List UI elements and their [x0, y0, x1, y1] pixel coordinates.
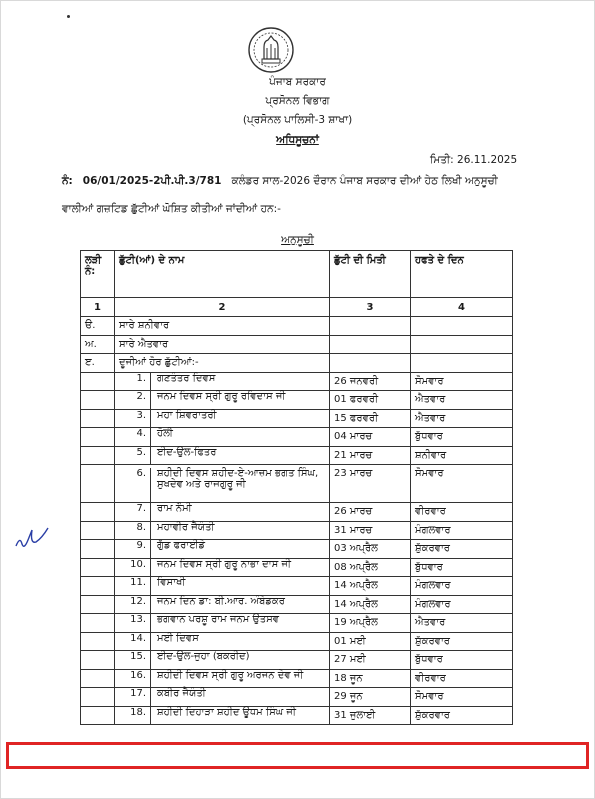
holiday-name: ਈਦ-ਉਲ-ਜੁਹਾ (ਬਕਰੀਦ) — [157, 651, 250, 662]
holiday-name: ਮਹਾਵੀਰ ਜੈਯੰਤੀ — [157, 521, 215, 533]
holiday-name-cell — [115, 651, 330, 670]
empty-cell — [411, 354, 513, 373]
empty-serial-cell — [81, 614, 115, 633]
table-row — [81, 391, 513, 410]
empty-serial-cell — [81, 409, 115, 428]
holiday-cell-split — [119, 503, 325, 521]
empty-serial-cell — [81, 428, 115, 447]
empty-serial-cell — [81, 521, 115, 540]
holiday-date: 08 ਅਪ੍ਰੈਲ — [330, 558, 411, 577]
holiday-table — [80, 250, 513, 725]
holiday-name: ਹੋਲੀ — [157, 428, 173, 439]
holiday-name-cell — [115, 409, 330, 428]
holiday-date: 31 ਮਾਰਚ — [330, 521, 411, 540]
schedule-title-wrap — [0, 234, 595, 247]
holiday-number: 18. — [119, 707, 151, 725]
signature-mark — [12, 518, 52, 554]
holiday-weekday: ਸੋਮਵਾਰ — [411, 688, 513, 707]
holiday-name-cell — [115, 391, 330, 410]
table-row — [81, 651, 513, 670]
holiday-cell-split — [119, 447, 325, 465]
holiday-number: 7. — [119, 503, 151, 521]
holiday-name: ਮਹਾ ਸ਼ਿਵਰਾਤਰੀ — [157, 409, 217, 421]
holiday-cell-split — [119, 651, 325, 669]
holiday-date: 29 ਜੂਨ — [330, 688, 411, 707]
holiday-name: ਜਨਮ ਦਿਵਸ ਸ੍ਰੀ ਗੁਰੂ ਨਾਭਾ ਦਾਸ ਜੀ — [157, 558, 292, 570]
table-row — [81, 465, 513, 503]
empty-serial-cell — [81, 446, 115, 465]
notice-line-1-text: ਕਲੰਡਰ ਸਾਲ-2026 ਦੌਰਾਨ ਪੰਜਾਬ ਸਰਕਾਰ ਦੀਆਂ ਹੇਠ ਲਿਖੀ ਅਨੁਸੂਚੀ — [231, 175, 498, 187]
holiday-name-cell — [115, 503, 330, 522]
holiday-name-cell — [115, 632, 330, 651]
holiday-name: ਮਈ ਦਿਵਸ — [157, 632, 199, 644]
section-name: ਦੂਜੀਆਂ ਹੋਰ ਛੁੱਟੀਆਂ:- — [115, 354, 330, 373]
table-row — [81, 558, 513, 577]
section-label: ੲ. — [81, 354, 115, 373]
holiday-date: 26 ਮਾਰਚ — [330, 503, 411, 522]
col-number: 4 — [411, 298, 513, 317]
holiday-cell-split — [119, 596, 325, 614]
holiday-weekday: ਸ਼ੁੱਕਰਵਾਰ — [411, 632, 513, 651]
empty-serial-cell — [81, 503, 115, 522]
section-name: ਸਾਰੇ ਸ਼ਨੀਵਾਰ — [115, 317, 330, 336]
holiday-name: ਈਦ-ਉਲ-ਫਿਤਰ — [157, 446, 217, 458]
holiday-number: 16. — [119, 670, 151, 688]
header-line-1: ਪੰਜਾਬ ਸਰਕਾਰ — [269, 76, 326, 88]
header-line-3: (ਪ੍ਰਸੋਨਲ ਪਾਲਿਸੀ-3 ਸ਼ਾਖਾ) — [242, 114, 353, 126]
holiday-cell-split — [119, 410, 325, 428]
holiday-date: 31 ਜੁਲਾਈ — [330, 706, 411, 725]
holiday-name-cell — [115, 446, 330, 465]
holiday-weekday: ਬੁੱਧਵਾਰ — [411, 558, 513, 577]
empty-serial-cell — [81, 595, 115, 614]
notification-title: ਅਧਿਸੂਚਨਾਂ — [276, 134, 319, 146]
holiday-name: ਸ਼ਹੀਦੀ ਦਿਵਸ ਸ਼ਹੀਦ-ਏ-ਆਜ਼ਮ ਭਗਤ ਸਿੰਘ, ਸੁਖਦੇਵ ਅਤੇ ਰਾਜਗੁਰੂ ਜੀ — [157, 468, 319, 490]
table-row — [81, 409, 513, 428]
header-holiday-date: ਛੁੱਟੀ ਦੀ ਮਿਤੀ — [330, 251, 411, 298]
holiday-weekday: ਸ਼ਨੀਵਾਰ — [411, 446, 513, 465]
section-label: ਅ. — [81, 335, 115, 354]
holiday-cell-split — [119, 688, 325, 706]
holiday-name-cell — [115, 558, 330, 577]
holiday-rows — [81, 372, 513, 725]
column-number-row — [81, 298, 513, 317]
holiday-weekday: ਬੁੱਧਵਾਰ — [411, 428, 513, 447]
holiday-name: ਸ਼ਹੀਦੀ ਦਿਵਸ ਸ੍ਰੀ ਗੁਰੂ ਅਰਜਨ ਦੇਵ ਜੀ — [157, 669, 304, 681]
empty-serial-cell — [81, 372, 115, 391]
holiday-number: 10. — [119, 559, 151, 577]
holiday-name: ਸ਼ਹੀਦੀ ਦਿਹਾੜਾ ਸ਼ਹੀਦ ਊਧਮ ਸਿੰਘ ਜੀ — [157, 706, 296, 718]
holiday-weekday: ਵੀਰਵਾਰ — [411, 669, 513, 688]
holiday-date: 15 ਫਰਵਰੀ — [330, 409, 411, 428]
holiday-name: ਭਗਵਾਨ ਪਰਸ਼ੂ ਰਾਮ ਜਨਮ ਉਤਸਵ — [157, 614, 280, 625]
holiday-weekday: ਸੋਮਵਾਰ — [411, 372, 513, 391]
holiday-name-cell — [115, 372, 330, 391]
header-serial: ਲੜੀ ਨੰ: — [81, 251, 115, 298]
section-row — [81, 317, 513, 336]
title-wrap — [0, 134, 595, 147]
section-row — [81, 335, 513, 354]
table-row — [81, 577, 513, 596]
empty-serial-cell — [81, 669, 115, 688]
empty-serial-cell — [81, 558, 115, 577]
table-row — [81, 521, 513, 540]
empty-cell — [330, 317, 411, 336]
empty-cell — [411, 317, 513, 336]
empty-cell — [330, 335, 411, 354]
holiday-name: ਜਨਮ ਦਿਵਸ ਸ੍ਰੀ ਗੁਰੂ ਰਵਿਦਾਸ ਜੀ — [157, 391, 286, 402]
holiday-number: 4. — [119, 428, 151, 446]
holiday-cell-split — [119, 428, 325, 446]
col-number: 2 — [115, 298, 330, 317]
holiday-cell-split — [119, 468, 325, 502]
emblem-icon — [247, 26, 295, 74]
holiday-name-cell — [115, 688, 330, 707]
holiday-number: 12. — [119, 596, 151, 614]
holiday-weekday: ਮੰਗਲਵਾਰ — [411, 521, 513, 540]
empty-serial-cell — [81, 651, 115, 670]
table-row — [81, 540, 513, 559]
holiday-weekday: ਮੰਗਲਵਾਰ — [411, 595, 513, 614]
holiday-number: 14. — [119, 633, 151, 651]
holiday-date: 01 ਮਈ — [330, 632, 411, 651]
holiday-number: 3. — [119, 410, 151, 428]
holiday-cell-split — [119, 391, 325, 409]
holiday-date: 27 ਮਈ — [330, 651, 411, 670]
holiday-name: ਜਨਮ ਦਿਨ ਡਾ: ਬੀ.ਆਰ. ਅੰਬੇਡਕਰ — [157, 595, 285, 607]
section-row — [81, 354, 513, 373]
empty-serial-cell — [81, 391, 115, 410]
holiday-name: ਗਣਤੰਤਰ ਦਿਵਸ — [157, 372, 216, 384]
holiday-date: 23 ਮਾਰਚ — [330, 465, 411, 503]
col-number: 3 — [330, 298, 411, 317]
empty-serial-cell — [81, 632, 115, 651]
schedule-title: ਅਨੁਸੂਚੀ — [281, 234, 314, 246]
table-row — [81, 614, 513, 633]
section-label: ੳ. — [81, 317, 115, 336]
holiday-number: 8. — [119, 522, 151, 540]
holiday-weekday: ਐਤਵਾਰ — [411, 614, 513, 633]
holiday-name-cell — [115, 540, 330, 559]
holiday-number: 1. — [119, 373, 151, 391]
holiday-number: 17. — [119, 688, 151, 706]
holiday-date: 04 ਮਾਰਚ — [330, 428, 411, 447]
table-row — [81, 372, 513, 391]
notice-prefix: ਨੰ: — [62, 175, 73, 187]
holiday-cell-split — [119, 577, 325, 595]
empty-serial-cell — [81, 688, 115, 707]
holiday-cell-split — [119, 670, 325, 688]
holiday-date: 01 ਫਰਵਰੀ — [330, 391, 411, 410]
table-row — [81, 595, 513, 614]
holiday-date: 14 ਅਪ੍ਰੈਲ — [330, 577, 411, 596]
header-weekday: ਹਫਤੇ ਦੇ ਦਿਨ — [411, 251, 513, 298]
holiday-name-cell — [115, 428, 330, 447]
holiday-cell-split — [119, 559, 325, 577]
holiday-number: 13. — [119, 614, 151, 632]
holiday-weekday: ਮੰਗਲਵਾਰ — [411, 577, 513, 596]
holiday-date: 18 ਜੂਨ — [330, 669, 411, 688]
highlight-box — [6, 742, 589, 769]
holiday-weekday: ਸੋਮਵਾਰ — [411, 465, 513, 503]
holiday-name-cell — [115, 595, 330, 614]
table-row — [81, 706, 513, 725]
holiday-number: 2. — [119, 391, 151, 409]
table-row — [81, 503, 513, 522]
holiday-cell-split — [119, 633, 325, 651]
table-row — [81, 446, 513, 465]
holiday-number: 15. — [119, 651, 151, 669]
table-header-row — [81, 251, 513, 298]
holiday-name: ਗੁੱਡ ਫਰਾਈਡੇ — [157, 540, 206, 551]
holiday-name: ਕਬੀਰ ਜੈਯੰਤੀ — [157, 688, 206, 699]
holiday-name-cell — [115, 706, 330, 725]
holiday-weekday: ਸ਼ੁੱਕਰਵਾਰ — [411, 706, 513, 725]
header-holiday-name: ਛੁੱਟੀ(ਆਂ) ਦੇ ਨਾਮ — [115, 251, 330, 298]
holiday-name-cell — [115, 669, 330, 688]
holiday-number: 9. — [119, 540, 151, 558]
notice-line-1 — [62, 175, 498, 188]
holiday-weekday: ਬੁੱਧਵਾਰ — [411, 651, 513, 670]
empty-serial-cell — [81, 540, 115, 559]
notice-line-2: ਵਾਲੀਆਂ ਗਜ਼ਟਿਡ ਛੁੱਟੀਆਂ ਘੋਸ਼ਿਤ ਕੀਤੀਆਂ ਜਾਂਦੀਆਂ ਹਨ:- — [62, 203, 281, 215]
holiday-date: 03 ਅਪ੍ਰੈਲ — [330, 540, 411, 559]
holiday-date: 26 ਜਨਵਰੀ — [330, 372, 411, 391]
header-line-2: ਪ੍ਰਸੋਨਲ ਵਿਭਾਗ — [265, 95, 330, 107]
holiday-name: ਵਿਸਾਖੀ — [157, 577, 186, 588]
empty-serial-cell — [81, 706, 115, 725]
holiday-weekday: ਐਤਵਾਰ — [411, 391, 513, 410]
notice-number: 06/01/2025-2ਪੀ.ਪੀ.3/781 — [82, 175, 222, 187]
empty-serial-cell — [81, 465, 115, 503]
holiday-number: 6. — [119, 468, 151, 502]
holiday-number: 11. — [119, 577, 151, 595]
table-row — [81, 428, 513, 447]
holiday-cell-split — [119, 540, 325, 558]
holiday-name-cell — [115, 521, 330, 540]
section-name: ਸਾਰੇ ਐਤਵਾਰ — [115, 335, 330, 354]
holiday-weekday: ਐਤਵਾਰ — [411, 409, 513, 428]
col-number: 1 — [81, 298, 115, 317]
holiday-cell-split — [119, 373, 325, 391]
holiday-name-cell — [115, 465, 330, 503]
holiday-number: 5. — [119, 447, 151, 465]
holiday-name: ਰਾਮ ਨੌਮੀ — [157, 503, 192, 514]
empty-cell — [411, 335, 513, 354]
holiday-cell-split — [119, 522, 325, 540]
holiday-cell-split — [119, 707, 325, 725]
holiday-name-cell — [115, 614, 330, 633]
holiday-weekday: ਵੀਰਵਾਰ — [411, 503, 513, 522]
holiday-date: 14 ਅਪ੍ਰੈਲ — [330, 595, 411, 614]
holiday-name-cell — [115, 577, 330, 596]
table-row — [81, 688, 513, 707]
notice-date: ਮਿਤੀ: 26.11.2025 — [430, 154, 518, 166]
table-row — [81, 669, 513, 688]
table-row — [81, 632, 513, 651]
holiday-date: 21 ਮਾਰਚ — [330, 446, 411, 465]
holiday-weekday: ਸ਼ੁੱਕਰਵਾਰ — [411, 540, 513, 559]
empty-serial-cell — [81, 577, 115, 596]
holiday-cell-split — [119, 614, 325, 632]
stray-dot — [67, 15, 70, 18]
empty-cell — [330, 354, 411, 373]
holiday-date: 19 ਅਪ੍ਰੈਲ — [330, 614, 411, 633]
